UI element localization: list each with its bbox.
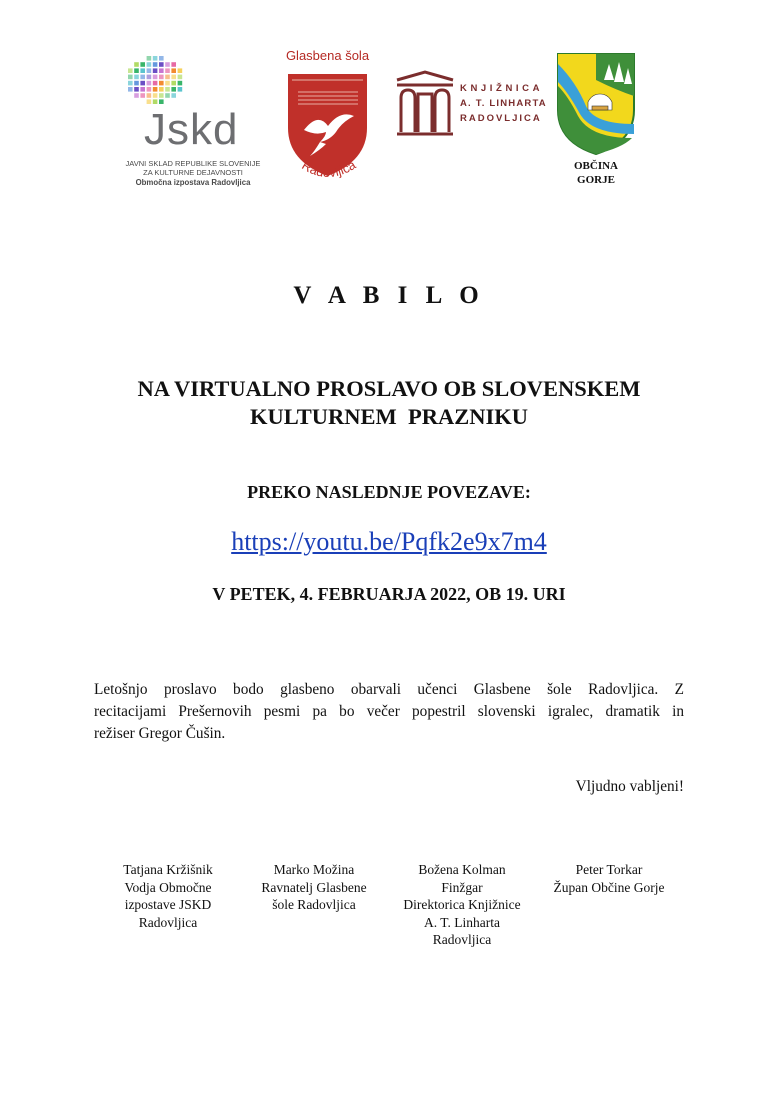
youtube-link[interactable]: https://youtu.be/Pqfk2e9x7m4 [231, 527, 547, 556]
signatory [389, 861, 535, 949]
jskd-line-3: Območna izpostava Radovljica [135, 178, 251, 187]
signatory [246, 861, 382, 914]
signatory-line: Marko Možina [273, 862, 355, 877]
signatory-line: izpostave JSKD [124, 897, 212, 912]
signatory-line: Peter Torkar [575, 862, 643, 877]
event-date: V PETEK, 4. FEBRUARJA 2022, OB 19. URI [212, 584, 566, 604]
paragraph-line: Letošnjo proslavo bodo glasbeno obarvali učenci Glasbene šole Radovljica. Z [94, 681, 684, 698]
glasbena-sola-logo [270, 48, 385, 188]
jskd-line-2: ZA KULTURNE DEJAVNOSTI [143, 168, 243, 177]
signatory [100, 861, 236, 931]
signatory-line: Direktorica Knjižnice [403, 897, 521, 912]
glasbena-sola-arc-text [270, 48, 385, 188]
glasbena-sola-title: Glasbena šola [285, 48, 370, 63]
paragraph-line: režiser Gregor Čušin. [94, 725, 226, 742]
subtitle-line-2: KULTURNEM PRAZNIKU [250, 404, 528, 429]
signatory-line: šole Radovljica [272, 897, 356, 912]
jskd-wordmark: Jskd [144, 105, 239, 154]
signatory-line: Ravnatelj Glasbene [261, 879, 367, 895]
invitation-heading: V A B I L O [293, 282, 485, 309]
obcina-line-1: OBČINA [573, 160, 618, 172]
signatory-line: Radovljica [138, 914, 198, 930]
signatory-line: A. T. Linharta [424, 914, 500, 930]
svg-text:Radovljica: Radovljica [299, 156, 359, 181]
signatory-line: Tatjana Kržišnik [123, 862, 213, 877]
signatory [539, 861, 679, 896]
obcina-gorje-logo [556, 52, 636, 192]
gorje-coat-of-arms-icon [556, 52, 636, 156]
paragraph-line: recitacijami Prešernovih pesmi pa bo večer popestril slovenski igralec, dramatik in [94, 703, 684, 720]
obcina-line-2: GORJE [577, 174, 615, 186]
jskd-mosaic-icon [126, 54, 186, 106]
jskd-logo [118, 50, 268, 185]
jskd-line-1: JAVNI SKLAD REPUBLIKE SLOVENIJE [125, 159, 261, 168]
knjiznica-line-2: A. T. LINHARTA [460, 98, 547, 109]
closing-greeting: Vljudno vabljeni! [575, 778, 684, 795]
signatory-line: Radovljica [432, 932, 492, 947]
signatory-line: Vodja Območne [124, 879, 212, 895]
signatory-line: Finžgar [441, 879, 483, 895]
signatory-line: Božena Kolman [418, 862, 506, 877]
knjiznica-line-3: RADOVLJICA [460, 113, 542, 124]
signatory-line: Župan Občine Gorje [553, 879, 665, 895]
description-paragraph [94, 679, 684, 745]
knjiznica-logo [394, 70, 554, 140]
knjiznica-line-1: KNJIŽNICA [460, 83, 544, 94]
link-label: PREKO NASLEDNJE POVEZAVE: [247, 482, 531, 502]
library-columns-icon [394, 70, 456, 136]
subtitle-line-1: NA VIRTUALNO PROSLAVO OB SLOVENSKEM [137, 376, 641, 401]
